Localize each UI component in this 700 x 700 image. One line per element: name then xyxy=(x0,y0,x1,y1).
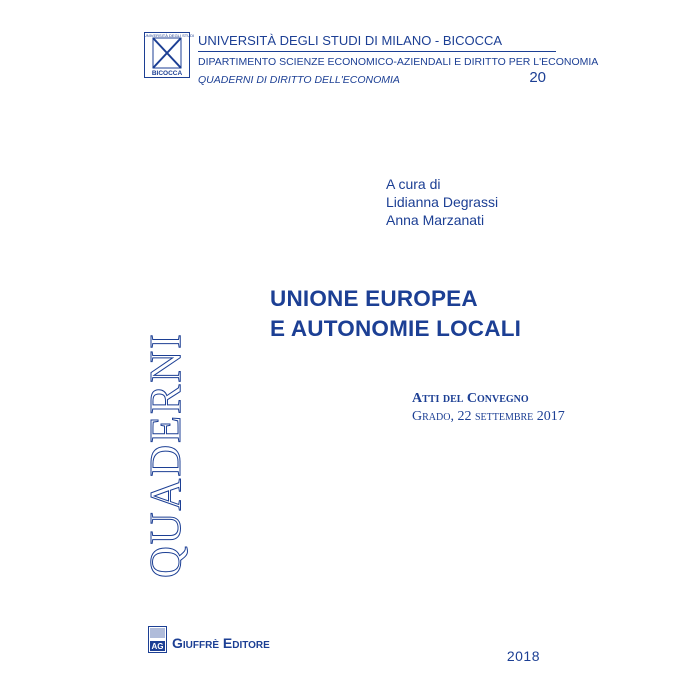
series-name: QUADERNI DI DIRITTO DELL'ECONOMIA xyxy=(198,74,400,86)
publisher-logo xyxy=(148,626,348,654)
editors-block xyxy=(386,175,546,229)
conference-place-date: Grado, 22 settembre 2017 xyxy=(412,409,565,424)
publication-year: 2018 xyxy=(506,648,540,664)
volume-number: 20 xyxy=(529,69,546,86)
book-cover xyxy=(130,20,599,680)
university-logo xyxy=(143,32,195,78)
editors-intro: A cura di xyxy=(386,176,441,192)
conference-info xyxy=(412,390,565,426)
publisher-name: Giuffrè Editore xyxy=(172,635,270,651)
title-line-2: E AUTONOMIE LOCALI xyxy=(270,316,522,341)
editor-name: Lidianna Degrassi xyxy=(386,194,499,210)
publisher-block xyxy=(148,626,348,654)
editor-name: Anna Marzanati xyxy=(386,212,485,228)
title-line-1: UNIONE EUROPEA xyxy=(270,286,478,311)
publisher-logo-letters: AG xyxy=(151,642,164,651)
logo-text-top: UNIVERSITÀ DEGLI STUDI xyxy=(143,33,195,38)
university-name: UNIVERSITÀ DEGLI STUDI DI MILANO - BICOCCA xyxy=(198,33,503,48)
conference-title: Atti del Convegno xyxy=(412,391,529,406)
book-title xyxy=(270,284,560,344)
department-name: DIPARTIMENTO SCIENZE ECONOMICO-AZIENDALI E DIRITTO PER L'ECONOMIA xyxy=(198,56,599,68)
logo-text-bottom: BICOCCA xyxy=(151,70,183,77)
header-divider xyxy=(198,51,556,52)
vertical-title-text: QUADERNI xyxy=(141,332,190,578)
vertical-series-title xyxy=(141,178,190,578)
